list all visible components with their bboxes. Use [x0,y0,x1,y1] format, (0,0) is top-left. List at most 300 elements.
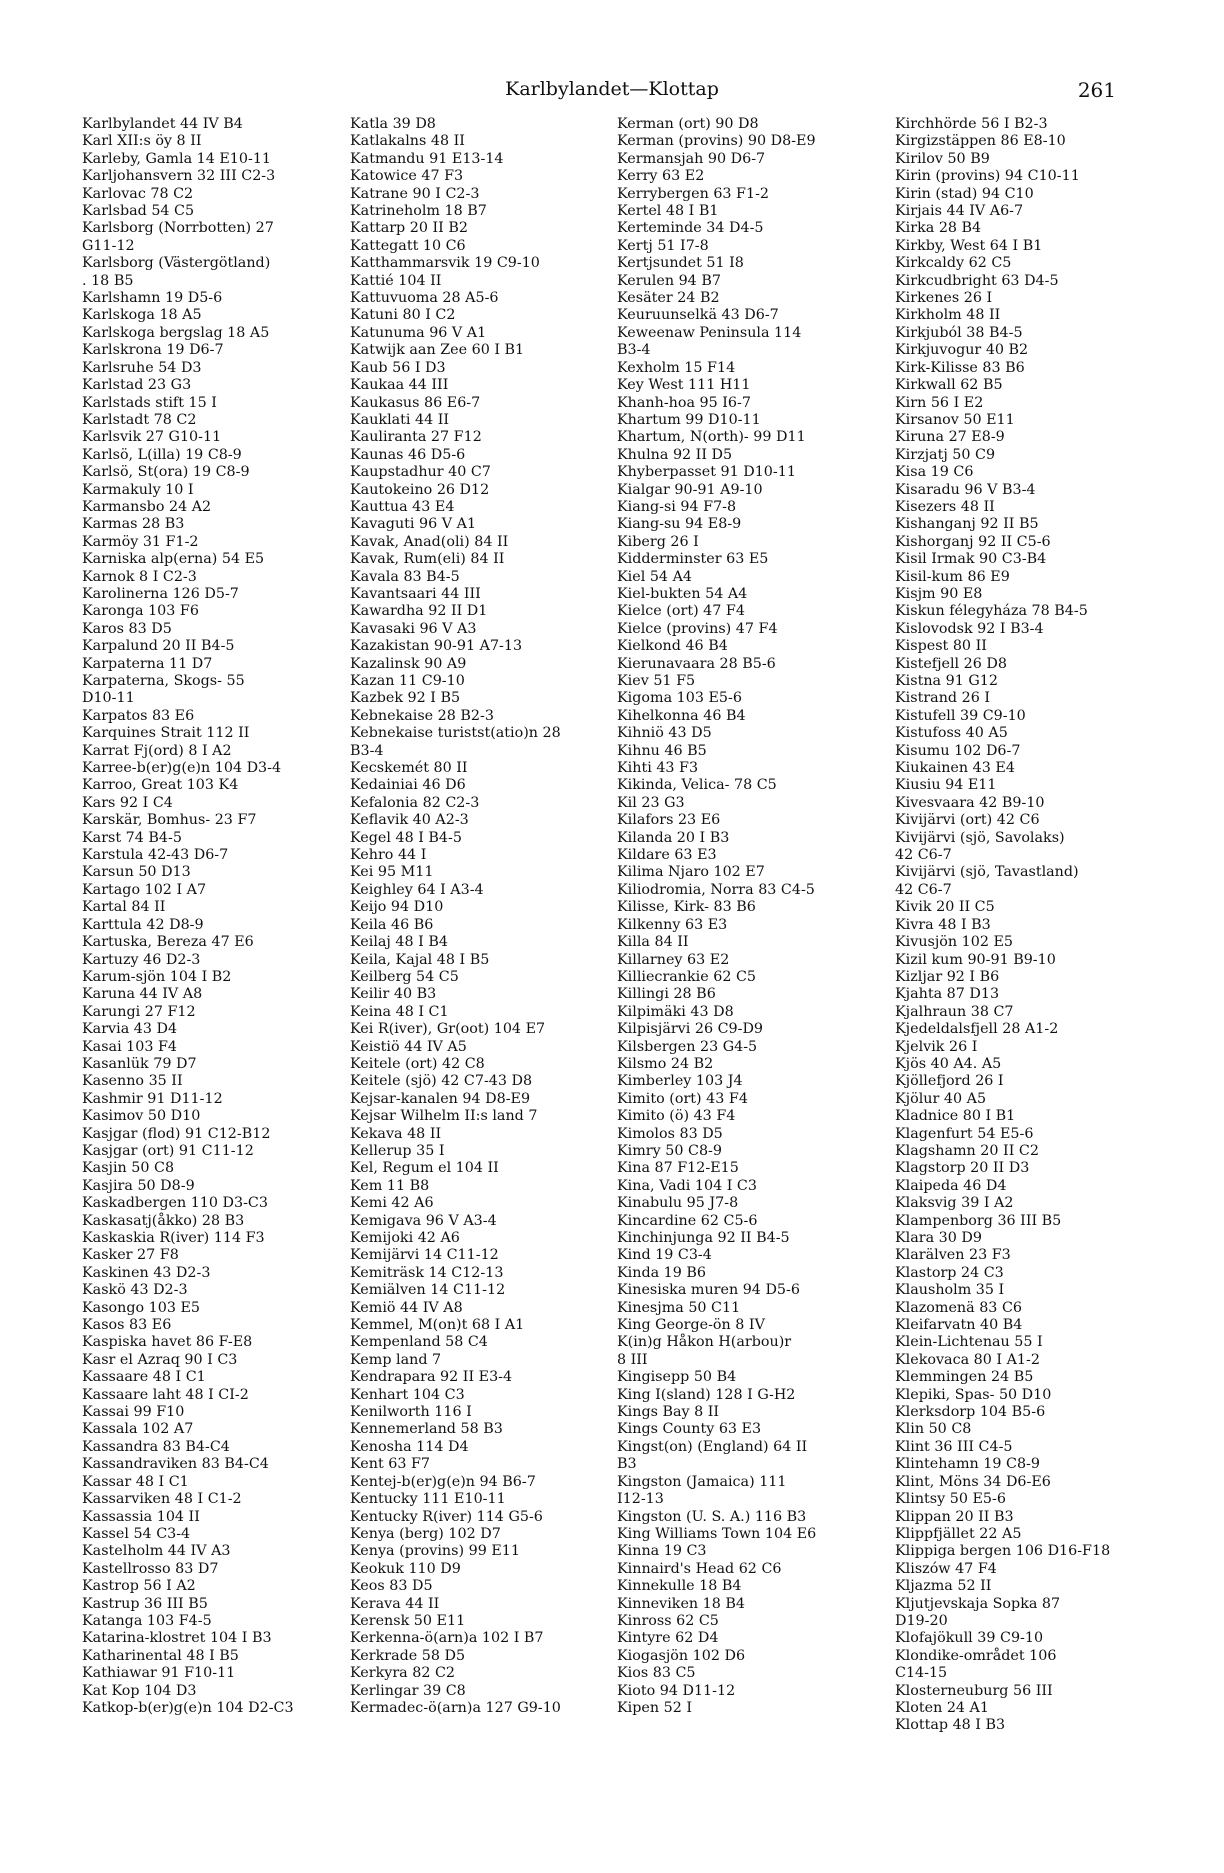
index-entry: Katharinental 48 I B5 [82,1647,239,1664]
index-entry: Klottap 48 I B3 [895,1717,1006,1734]
index-entry: Kerry 63 E2 [617,168,705,185]
index-entry: Karlskoga 18 A5 [82,307,202,324]
index-entry: Kistufell 39 C9-10 [895,707,1026,724]
index-entry: Kat Kop 104 D3 [82,1682,197,1699]
index-entry: Kartago 102 I A7 [82,881,207,898]
index-entry: Kauliranta 27 F12 [350,429,482,446]
index-entry: Kielce (ort) 47 F4 [617,603,745,620]
index-entry: Kiskun félegyháza 78 B4-5 [895,603,1088,620]
index-entry: Karroo, Great 103 K4 [82,777,239,794]
index-entry: Karstula 42-43 D6-7 [82,847,229,864]
index-entry: Klepiki, Spas- 50 D10 [895,1386,1052,1403]
index-entry: Kasenno 35 II [82,1073,183,1090]
index-entry: Klin 50 C8 [895,1421,972,1438]
index-entry: Klerksdorp 104 B5-6 [895,1404,1046,1421]
index-entry: Kirn 56 I E2 [895,394,984,411]
index-entry: Kerkyra 82 C2 [350,1665,456,1682]
index-entry: Karpatos 83 E6 [82,707,195,724]
index-entry: K(in)g Håkon H(arbou)r [617,1334,792,1351]
index-entry: Kjedeldalsfjell 28 A1-2 [895,1021,1059,1038]
index-entry: Kinchinjunga 92 II B4-5 [617,1230,790,1246]
index-entry: Kassel 54 C3-4 [82,1525,191,1542]
index-entry: Killa 84 II [617,934,689,951]
index-entry: Karlsö, St(ora) 19 C8-9 [82,464,250,481]
index-entry: Kehro 44 I [350,847,427,864]
index-entry: Kassandra 83 B4-C4 [82,1438,230,1455]
index-entry: Klausholm 35 I [895,1282,1005,1299]
index-entry: Kegel 48 I B4-5 [350,829,462,846]
index-entry: Kertjsundet 51 I8 [617,255,744,272]
index-entry: Karlsbad 54 C5 [82,203,195,220]
index-entry: Klaksvig 39 I A2 [895,1195,1014,1212]
index-entry: Kenya (berg) 102 D7 [350,1525,501,1542]
index-entry: Karuna 44 IV A8 [82,986,203,1003]
index-entry: Kisjm 90 E8 [895,585,983,602]
index-entry: Kilsbergen 23 G4-5 [617,1038,758,1055]
index-entry: Kliszów 47 F4 [895,1560,997,1577]
index-entry: Klagshamn 20 II C2 [895,1142,1039,1159]
index-entry: Keilberg 54 C5 [350,968,459,985]
index-entry: Kattuvuoma 28 A5-6 [350,290,499,307]
index-entry: Kentej-b(er)g(e)n 94 B6-7 [350,1473,536,1490]
index-entry: Kintyre 62 D4 [617,1630,719,1647]
index-entry: Klintsy 50 E5-6 [895,1491,1006,1508]
index-entry: Kimito (ö) 43 F4 [617,1108,736,1125]
index-entry: Klint, Möns 34 D6-E6 [895,1473,1051,1490]
index-entry: Klosterneuburg 56 III [895,1682,1053,1699]
index-entry: Karlskrona 19 D6-7 [82,342,224,359]
index-entry: 42 C6-7 [895,881,952,898]
index-entry: Kemijoki 42 A6 [350,1230,460,1246]
index-entry: Kladnice 80 I B1 [895,1108,1016,1125]
index-entry: Klarälven 23 F3 [895,1247,1011,1264]
index-entry: Kioto 94 D11-12 [617,1682,736,1699]
index-entry: Kathiawar 91 F10-11 [82,1665,236,1682]
index-entry: Kistrand 26 I [895,690,990,707]
index-entry: Kisaradu 96 V B3-4 [895,481,1036,498]
index-entry: . 18 B5 [82,272,134,289]
index-entry: Kavak, Anad(oli) 84 II [350,533,509,550]
index-entry: Kiliodromia, Norra 83 C4-5 [617,881,815,898]
index-entry: Kentucky R(iver) 114 G5-6 [350,1508,543,1525]
index-entry: Kemi 42 A6 [350,1195,434,1212]
index-entry: Kasimov 50 D10 [82,1108,201,1125]
index-entry: Kings County 63 E3 [617,1421,762,1438]
index-entry: Kiogasjön 102 D6 [617,1647,746,1664]
index-entry: Keila, Kajal 48 I B5 [350,951,490,968]
index-entry: Kemiälven 14 C11-12 [350,1282,506,1299]
index-entry: Kassaare laht 48 I CI-2 [82,1386,249,1403]
index-entry: Kaskadbergen 110 D3-C3 [82,1195,268,1212]
index-entry: Kingst(on) (England) 64 II [617,1438,808,1455]
index-entry: Katuni 80 I C2 [350,307,456,324]
index-entry: Karmöy 31 F1-2 [82,533,199,550]
index-entry: Kejsar Wilhelm II:s land 7 [350,1108,538,1125]
index-entry: Klekovaca 80 I A1-2 [895,1351,1040,1368]
index-entry: Kivusjön 102 E5 [895,934,1014,951]
index-entry: Karnok 8 I C2-3 [82,568,197,585]
index-entry: Karpaterna, Skogs- 55 [82,673,245,689]
index-entry: Karlovac 78 C2 [82,185,194,202]
index-entry: Kivijärvi (ort) 42 C6 [895,812,1040,829]
index-entry: B3-4 [617,342,651,359]
index-entry: Kilafors 23 E6 [617,812,721,829]
index-entry: Kemp land 7 [350,1351,442,1368]
index-entry: Kerman (provins) 90 D8-E9 [617,133,816,150]
index-entry: 8 III [617,1351,648,1368]
index-entry: Karquines Strait 112 II [82,725,250,742]
index-entry: Karlsvik 27 G10-11 [82,429,222,446]
index-entry: Karskär, Bomhus- 23 F7 [82,812,257,829]
index-entry: Klippan 20 II B3 [895,1508,1014,1525]
index-entry: Keitele (sjö) 42 C7-43 D8 [350,1073,533,1090]
index-entry: Kassassia 104 II [82,1508,200,1525]
index-entry: Kem 11 B8 [350,1177,430,1194]
index-entry: Kasjira 50 D8-9 [82,1177,195,1194]
index-entry: Kil 23 G3 [617,794,685,811]
index-entry: Kirka 28 B4 [895,220,982,237]
index-entry: Kertj 51 I7-8 [617,237,709,254]
index-entry: Kavasaki 96 V A3 [350,620,477,637]
index-entry: Keina 48 I C1 [350,1003,449,1020]
index-entry: Kivik 20 II C5 [895,899,995,916]
index-entry: Kavaguti 96 V A1 [350,516,477,533]
index-entry: Karst 74 B4-5 [82,829,182,846]
index-entry: Khulna 92 II D5 [617,446,733,463]
index-entry: Klintehamn 19 C8-9 [895,1456,1040,1473]
index-entry: B3-4 [350,742,384,759]
index-entry: Kiusiu 94 E11 [895,777,997,794]
index-entry: Kimry 50 C8-9 [617,1142,722,1159]
index-entry: Kautokeino 26 D12 [350,481,490,498]
index-entry: Klippfjället 22 A5 [895,1525,1022,1542]
index-entry: Kinesiska muren 94 D5-6 [617,1282,800,1299]
index-entry: Katanga 103 F4-5 [82,1612,212,1629]
index-column-4 [895,116,1165,1735]
index-entry: Kemijärvi 14 C11-12 [350,1247,499,1264]
index-entry: Kilpimäki 43 D8 [617,1003,734,1020]
index-entry: Kirkwall 62 B5 [895,377,1003,394]
index-entry: Kaskö 43 D2-3 [82,1282,188,1299]
index-entry: Kenilworth 116 I [350,1404,472,1421]
index-entry: Kjös 40 A4. A5 [895,1055,1002,1072]
index-entry: Kistna 91 G12 [895,673,998,689]
index-entry: Kaskinen 43 D2-3 [82,1264,211,1281]
index-entry: Kaunas 46 D5-6 [350,446,466,463]
index-entry: Katthammarsvik 19 C9-10 [350,255,540,272]
index-entry: Key West 111 H11 [617,377,751,394]
index-entry: Karlsruhe 54 D3 [82,359,202,376]
index-entry: Kefalonia 82 C2-3 [350,794,480,811]
index-entry: Kimberley 103 J4 [617,1073,743,1090]
index-entry: Katarina-klostret 104 I B3 [82,1630,272,1647]
index-entry: Kinross 62 C5 [617,1612,719,1629]
index-entry: Kingston (U. S. A.) 116 B3 [617,1508,807,1525]
index-entry: Keilaj 48 I B4 [350,934,448,951]
index-entry: Kebnekaise 28 B2-3 [350,707,494,724]
index-entry: Karpalund 20 II B4-5 [82,638,235,655]
index-entry: Kerulen 94 B7 [617,272,721,289]
index-entry: Kassai 99 F10 [82,1404,185,1421]
index-entry: Kincardine 62 C5-6 [617,1212,758,1229]
index-entry: Kemiträsk 14 C12-13 [350,1264,504,1281]
index-entry: Kerava 44 II [350,1595,440,1612]
index-entry: Kasker 27 F8 [82,1247,179,1264]
index-entry: Karlshamn 19 D5-6 [82,290,223,307]
running-title: Karlbylandet—Klottap [505,78,719,100]
index-entry: Kirjais 44 IV A6-7 [895,203,1024,220]
index-entry: Karljohansvern 32 III C2-3 [82,168,276,185]
index-entry: Kjalhraun 38 C7 [895,1003,1014,1020]
index-entry: King I(sland) 128 I G-H2 [617,1386,796,1403]
index-entry: Katkop-b(er)g(e)n 104 D2-C3 [82,1699,294,1716]
index-entry: Kishanganj 92 II B5 [895,516,1039,533]
index-entry: Kirilov 50 B9 [895,150,990,167]
index-entry: Kimito (ort) 43 F4 [617,1090,748,1107]
index-entry: Keitele (ort) 42 C8 [350,1055,485,1072]
index-entry: Kawardha 92 II D1 [350,603,488,620]
index-entry: Kermadec-ö(arn)a 127 G9-10 [350,1699,561,1716]
index-entry: Klippiga bergen 106 D16-F18 [895,1543,1111,1560]
index-entry: Kaukaa 44 III [350,377,449,394]
index-entry: Kjöllefjord 26 I [895,1073,1004,1090]
index-entry: Kaspiska havet 86 F-E8 [82,1334,253,1351]
index-entry: Kirkholm 48 II [895,307,1001,324]
page-number: 261 [1077,78,1116,102]
index-entry: Kei 95 M11 [350,864,434,881]
index-entry: Kerteminde 34 D4-5 [617,220,764,237]
index-entry: Karl XII:s öy 8 II [82,133,202,150]
index-entry: Kina 87 F12-E15 [617,1160,739,1177]
index-column-3 [617,116,887,1717]
index-entry: Khartum, N(orth)- 99 D11 [617,429,806,446]
index-entry: Kilisse, Kirk- 83 B6 [617,899,756,916]
index-entry: Kirkjuból 38 B4-5 [895,324,1023,341]
index-entry: Kilkenny 63 E3 [617,916,728,933]
index-entry: Karlbylandet 44 IV B4 [82,116,243,132]
index-entry: Kivijärvi (sjö, Savolaks) [895,829,1065,846]
index-entry: Kavala 83 B4-5 [350,568,460,585]
index-entry: Karpaterna 11 D7 [82,655,213,672]
index-entry: Kertel 48 I B1 [617,203,719,220]
index-entry: Klagstorp 20 II D3 [895,1160,1030,1177]
index-entry: Kasongo 103 E5 [82,1299,201,1316]
index-entry: Kecskemét 80 II [350,760,468,777]
index-column-1 [82,116,352,1717]
index-entry: Kemigava 96 V A3-4 [350,1212,497,1229]
index-entry: Kielce (provins) 47 F4 [617,620,778,637]
index-entry: Killiecrankie 62 C5 [617,968,757,985]
index-entry: Kavak, Rum(eli) 84 II [350,551,505,568]
index-entry: Keila 46 B6 [350,916,434,933]
index-entry: Klein-Lichtenau 55 I [895,1334,1043,1351]
index-entry: Kilima Njaro 102 E7 [617,864,765,881]
index-entry: Kartuzy 46 D2-3 [82,951,201,968]
index-entry: Kaub 56 I D3 [350,359,446,376]
index-entry: Karleby, Gamla 14 E10-11 [82,150,272,167]
index-entry: Karttula 42 D8-9 [82,916,204,933]
index-entry: Kennemerland 58 B3 [350,1421,503,1438]
index-entry: Kimolos 83 D5 [617,1125,723,1142]
index-entry: Khartum 99 D10-11 [617,411,761,428]
index-entry: Kirchhörde 56 I B2-3 [895,116,1048,132]
index-entry: Kellerup 35 I [350,1142,445,1159]
index-entry: Kialgar 90-91 A9-10 [617,481,763,498]
index-entry: Karonga 103 F6 [82,603,199,620]
index-entry: Kinnaird's Head 62 C6 [617,1560,782,1577]
index-entry: Kashmir 91 D11-12 [82,1090,223,1107]
index-entry: Kerensk 50 E11 [350,1612,466,1629]
index-entry: Kebnekaise turistst(atio)n 28 [350,725,561,742]
index-entry: Kjelvik 26 I [895,1038,978,1055]
index-entry: King Williams Town 104 E6 [617,1525,817,1542]
index-entry: Kazan 11 C9-10 [350,673,465,689]
index-entry: Kihnu 46 B5 [617,742,707,759]
index-entry: Katmandu 91 E13-14 [350,150,504,167]
index-entry: King George-ön 8 IV [617,1317,765,1334]
index-entry: Kivra 48 I B3 [895,916,991,933]
index-entry: Kasjin 50 C8 [82,1160,175,1177]
index-entry: Kazakistan 90-91 A7-13 [350,638,523,655]
index-entry: Kassala 102 A7 [82,1421,194,1438]
index-entry: Keighley 64 I A3-4 [350,881,484,898]
index-entry: Karmansbo 24 A2 [82,498,212,515]
index-entry: Kassaare 48 I C1 [82,1369,206,1386]
index-entry: Keilir 40 B3 [350,986,437,1003]
index-entry: Klemmingen 24 B5 [895,1369,1034,1386]
index-entry: Kastrop 56 I A2 [82,1578,196,1595]
index-entry: Katunuma 96 V A1 [350,324,487,341]
index-entry: Karmas 28 B3 [82,516,185,533]
index-entry: Kazalinsk 90 A9 [350,655,467,672]
index-entry: Kaskaskia R(iver) 114 F3 [82,1230,265,1246]
index-entry: Karniska alp(erna) 54 E5 [82,551,265,568]
index-entry: Kios 83 C5 [617,1665,696,1682]
index-entry: Karree-b(er)g(e)n 104 D3-4 [82,760,282,777]
index-entry: Kina, Vadi 104 I C3 [617,1177,757,1194]
index-entry: Katlakalns 48 II [350,133,465,150]
index-entry: D10-11 [82,690,135,707]
index-entry: Kent 63 F7 [350,1456,431,1473]
index-entry: Kauttua 43 E4 [350,498,455,515]
index-entry: Kingisepp 50 B4 [617,1369,737,1386]
index-entry: Khyberpasset 91 D10-11 [617,464,796,481]
index-entry: Kilanda 20 I B3 [617,829,730,846]
index-entry: Kirin (stad) 94 C10 [895,185,1034,202]
index-entry: Kekava 48 II [350,1125,442,1142]
index-entry: Kedainiai 46 D6 [350,777,466,794]
index-entry: Kassarviken 48 I C1-2 [82,1491,242,1508]
index-entry: Katowice 47 F3 [350,168,464,185]
index-entry: Kentucky 111 E10-11 [350,1491,506,1508]
index-entry: Kermansjah 90 D6-7 [617,150,766,167]
index-entry: Kassandraviken 83 B4-C4 [82,1456,269,1473]
index-entry: Kemiö 44 IV A8 [350,1299,463,1316]
index-entry: Keistiö 44 IV A5 [350,1038,467,1055]
index-entry: Khanh-hoa 95 I6-7 [617,394,751,411]
index-entry: Kiel-bukten 54 A4 [617,585,748,602]
index-entry: Kastrup 36 III B5 [82,1595,208,1612]
index-entry: Katla 39 D8 [350,116,436,132]
index-entry: Kiberg 26 I [617,533,699,550]
index-entry: I12-13 [617,1491,664,1508]
index-entry: B3 [617,1456,637,1473]
index-entry: Klara 30 D9 [895,1230,982,1246]
index-entry: Kings Bay 8 II [617,1404,720,1421]
index-entry: Katrineholm 18 B7 [350,203,487,220]
index-entry: Karlstadt 78 C2 [82,411,197,428]
index-entry: Klaipeda 46 D4 [895,1177,1007,1194]
index-entry: Kel, Regum el 104 II [350,1160,499,1177]
index-entry: Kenya (provins) 99 E11 [350,1543,520,1560]
index-entry: 42 C6-7 [895,847,952,864]
index-entry: Kihelkonna 46 B4 [617,707,746,724]
index-entry: Kishorganj 92 II C5-6 [895,533,1051,550]
index-entry: Kinesjma 50 C11 [617,1299,741,1316]
index-entry: Kemmel, M(on)t 68 I A1 [350,1317,525,1334]
page-header [0,78,1224,102]
index-entry: Karlsö, L(illa) 19 C8-9 [82,446,242,463]
index-entry: Klagenfurt 54 E5-6 [895,1125,1034,1142]
index-entry: Kleifarvatn 40 B4 [895,1317,1023,1334]
index-entry: Kizljar 92 I B6 [895,968,1000,985]
index-entry: Kasr el Azraq 90 I C3 [82,1351,238,1368]
index-entry: Kisumu 102 D6-7 [895,742,1021,759]
index-entry: Kirkcaldy 62 C5 [895,255,1012,272]
index-entry: Kilpisjärvi 26 C9-D9 [617,1021,764,1038]
index-entry: Karlstad 23 G3 [82,377,192,394]
index-entry: Kirkby, West 64 I B1 [895,237,1043,254]
index-entry: Karmakuly 10 I [82,481,194,498]
index-entry: Kiang-su 94 E8-9 [617,516,742,533]
index-entry: Kejsar-kanalen 94 D8-E9 [350,1090,531,1107]
index-entry: Kerrybergen 63 F1-2 [617,185,769,202]
index-entry: Keflavik 40 A2-3 [350,812,469,829]
index-entry: Kirk-Kilisse 83 B6 [895,359,1025,376]
index-entry: Karlsborg (Norrbotten) 27 [82,220,274,237]
index-entry: Kljutjevskaja Sopka 87 [895,1595,1061,1612]
index-entry: Kispest 80 II [895,638,987,655]
index-entry: Kirzjatj 50 C9 [895,446,996,463]
index-entry: Kinda 19 B6 [617,1264,707,1281]
index-entry: Killingi 28 B6 [617,986,716,1003]
index-entry: Karlsborg (Västergötland) [82,255,271,272]
index-entry: Karungi 27 F12 [82,1003,196,1020]
index-entry: Klampenborg 36 III B5 [895,1212,1062,1229]
index-entry: Kihti 43 F3 [617,760,699,777]
index-entry: Karum-sjön 104 I B2 [82,968,232,985]
index-entry: Karvia 43 D4 [82,1021,178,1038]
index-entry: Kiukainen 43 E4 [895,760,1015,777]
index-entry: Kinnekulle 18 B4 [617,1578,742,1595]
index-entry: Kizil kum 90-91 B9-10 [895,951,1056,968]
index-entry: Kivijärvi (sjö, Tavastland) [895,864,1079,881]
index-entry: Kinna 19 C3 [617,1543,707,1560]
index-entry: Kivesvaara 42 B9-10 [895,794,1045,811]
index-entry: Kavantsaari 44 III [350,585,481,602]
index-entry: Kikinda, Velica- 78 C5 [617,777,777,794]
index-entry: Kazbek 92 I B5 [350,690,461,707]
index-entry: Kassar 48 I C1 [82,1473,189,1490]
index-entry: Kjölur 40 A5 [895,1090,987,1107]
index-entry: Kljazma 52 II [895,1578,992,1595]
index-entry: Kinneviken 18 B4 [617,1595,745,1612]
index-entry: Kexholm 15 F14 [617,359,736,376]
index-entry: Kildare 63 E3 [617,847,717,864]
index-entry: Kidderminster 63 E5 [617,551,769,568]
index-entry: Kisil-kum 86 E9 [895,568,1010,585]
index-entry: Kenhart 104 C3 [350,1386,465,1403]
